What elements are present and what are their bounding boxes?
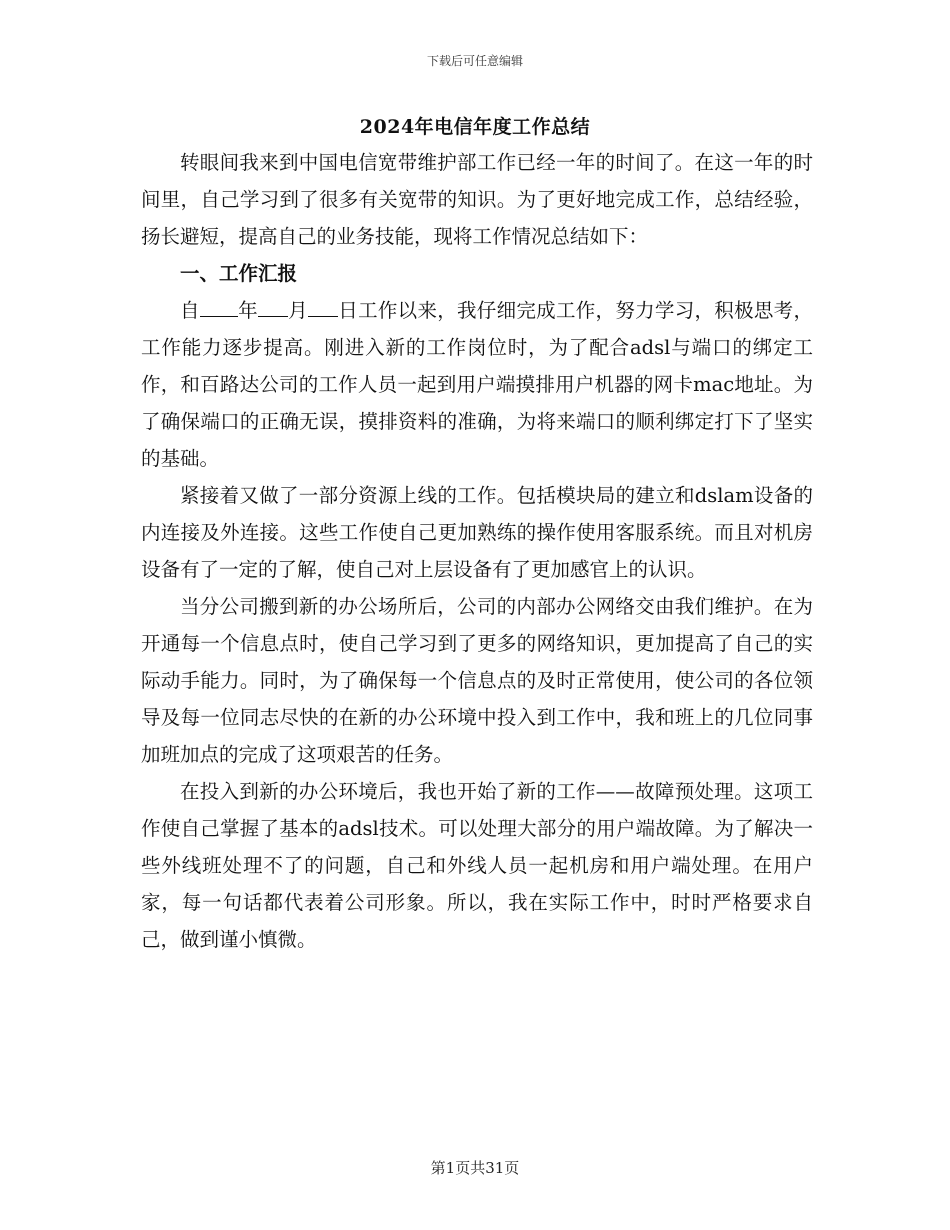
paragraph-start-date [141,292,813,477]
page-header-note: 下载后可任意编辑 [426,54,523,68]
paragraph-fault-handling: 在投入到新的办公环境后，我也开始了新的工作——故障预处理。这项工作使自己掌握了基本的adsl技术。可以处理大部分的用户端故障。为了解决一些外线班处理不了的问题，自己和外线人员一起机房和用户端处理。在用户家，每一句话都代表着公司形象。所以，我在实际工作中，时时严格要求自己，做到谨小慎微。 [141,780,813,951]
section-heading-work-report: 一、工作汇报 [180,262,298,285]
day-blank [308,298,338,317]
page-number-footer: 第1页共31页 [430,1159,520,1177]
paragraph-resources: 紧接着又做了一部分资源上线的工作。包括模块局的建立和dslam设备的内连接及外连接。这些工作使自己更加熟练的操作使用客服系统。而且对机房设备有了一定的了解，使自己对上层设备有了更加感官上的认识。 [141,484,813,581]
para1-month-unit: 月 [287,299,308,322]
document-body [141,144,813,958]
para1-rest: 日工作以来，我仔细完成工作，努力学习，积极思考，工作能力逐步提高。刚进入新的工作岗位时，为了配合adsl与端口的绑定工作，和百路达公司的工作人员一起到用户端摸排用户机器的网卡mac地址。为了确保端口的正确无误，摸排资料的准确，为将来端口的顺利绑定打下了坚实的基础。 [141,299,813,470]
para1-prefix: 自 [180,299,200,322]
month-blank [258,298,288,317]
intro-paragraph: 转眼间我来到中国电信宽带维护部工作已经一年的时间了。在这一年的时间里，自己学习到了很多有关宽带的知识。为了更好地完成工作，总结经验，扬长避短，提高自己的业务技能，现将工作情况总结如下： [141,151,813,248]
year-blank [200,298,238,317]
paragraph-office-network: 当分公司搬到新的办公场所后，公司的内部办公网络交由我们维护。在为开通每一个信息点时，使自己学习到了更多的网络知识，更加提高了自己的实际动手能力。同时，为了确保每一个信息点的及时正常使用，使公司的各位领导及每一位同志尽快的在新的办公环境中投入到工作中，我和班上的几位同事加班加点的完成了这项艰苦的任务。 [141,595,813,766]
para1-year-unit: 年 [237,299,258,322]
document-title: 2024年电信年度工作总结 [359,116,591,138]
